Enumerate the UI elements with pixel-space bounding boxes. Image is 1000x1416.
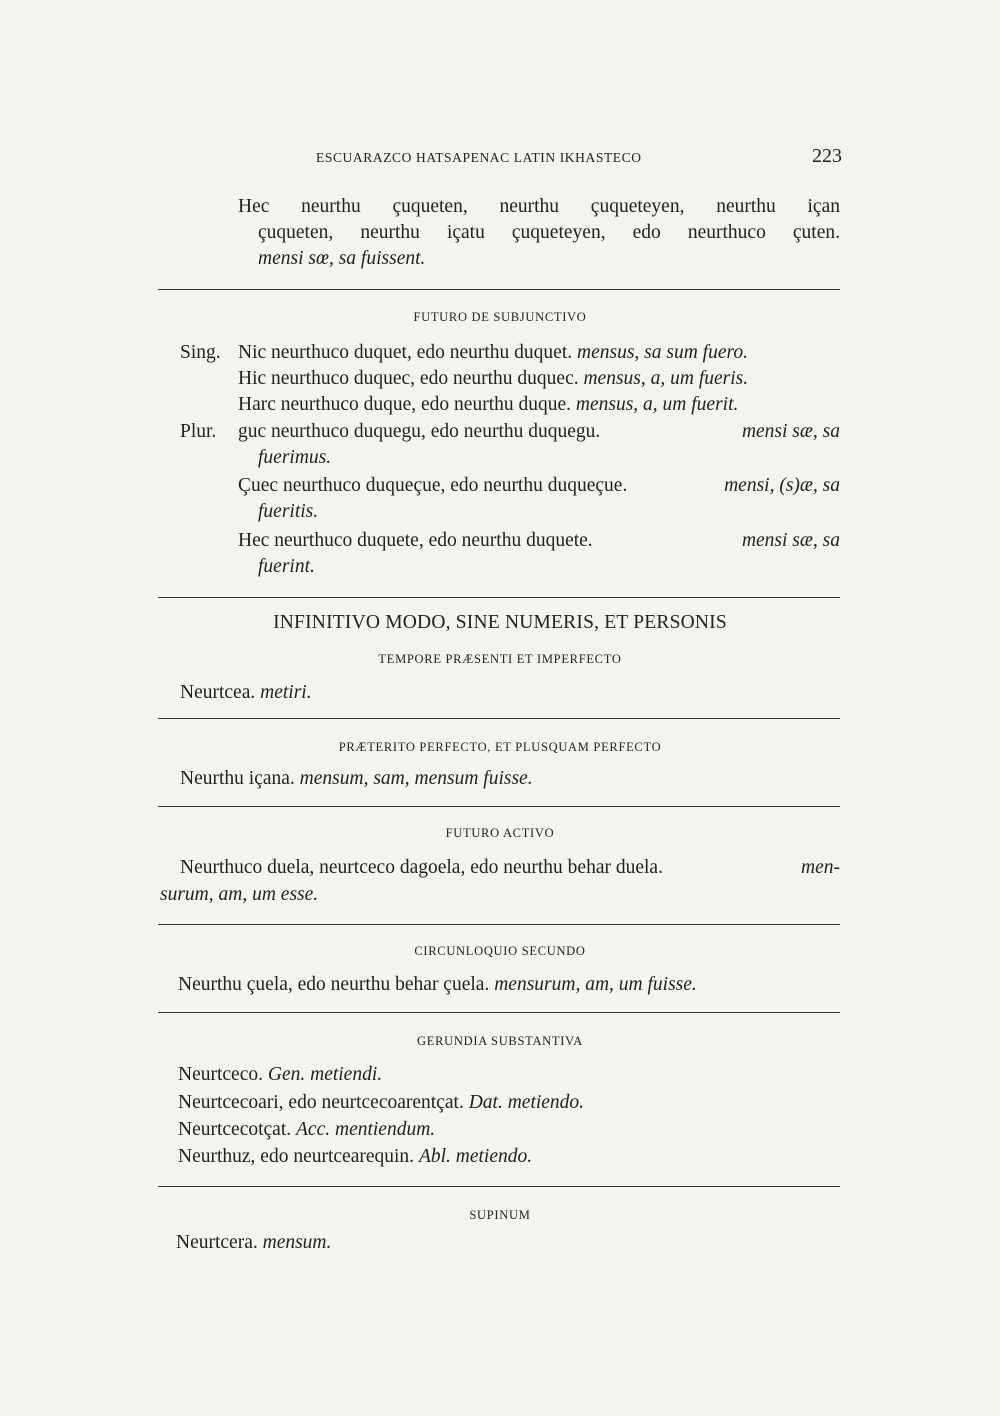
conjugation-line (238, 475, 840, 497)
basque-text: Neurtcera. (176, 1232, 258, 1253)
latin-text: fueritis. (258, 501, 319, 522)
conjugation-line (180, 857, 840, 879)
conjugation-line-cont (160, 884, 318, 906)
latin-text: mensus, a, um fuerit. (575, 394, 739, 415)
conjugation-line (178, 1064, 382, 1086)
text-line (258, 222, 840, 244)
latin-text: Acc. mentiendum. (296, 1119, 436, 1140)
basque-text: Neurtceco. (178, 1064, 263, 1085)
latin-text: fuerint. (258, 556, 315, 577)
basque-text: Harc neurthuco duque, edo neurthu duque. (238, 394, 572, 415)
conjugation-line (180, 682, 312, 704)
latin-text: metiri. (260, 682, 312, 703)
section-heading-main: INFINITIVO MODO, SINE NUMERIS, ET PERSONIS (273, 612, 727, 633)
latin-text: fuerimus. (258, 447, 332, 468)
section-rule (158, 1012, 840, 1013)
section-rule (158, 597, 840, 598)
section-rule (158, 924, 840, 925)
text-line-content: Hec neurthu çuqueten, neurthu çuqueteyen, neurthu içan (238, 196, 840, 217)
latin-text: mensum. (262, 1232, 332, 1253)
conjugation-line-cont (258, 556, 315, 578)
latin-text: mensi sœ, sa fuissent. (258, 248, 426, 269)
latin-text: mensus, sa sum fuero. (577, 342, 748, 363)
latin-text: mensi sæ, sa (741, 530, 840, 551)
conjugation-line (178, 1119, 435, 1141)
latin-text: surum, am, um esse. (160, 884, 319, 905)
basque-text: Neurthu içana. (180, 768, 295, 789)
basque-text: guc neurthuco duquegu, edo neurthu duquegu. (238, 421, 601, 442)
conjugation-line (178, 1092, 584, 1114)
basque-text: Çuec neurthuco duqueçue, edo neurthu duqueçue. (238, 475, 628, 496)
number-label-plur: Plur. (180, 421, 217, 442)
section-rule (158, 806, 840, 807)
text-line (258, 248, 425, 270)
conjugation-line (238, 342, 840, 364)
conjugation-line (238, 368, 748, 390)
latin-text: mensi sæ, sa (741, 421, 840, 442)
conjugation-line (176, 1232, 331, 1254)
latin-text: Gen. metiendi. (267, 1064, 383, 1085)
section-heading: SUPINUM (469, 1208, 531, 1222)
page-number: 223 (812, 145, 842, 167)
conjugation-line (238, 421, 840, 443)
basque-text: Hic neurthuco duquec, edo neurthu duquec. (238, 368, 579, 389)
section-heading: FUTURO ACTIVO (445, 826, 555, 840)
section-subheading: TEMPORE PRÆSENTI ET IMPERFECTO (378, 652, 622, 666)
number-label-sing: Sing. (180, 342, 221, 363)
section-heading: PRÆTERITO PERFECTO, ET PLUSQUAM PERFECTO (338, 740, 662, 754)
conjugation-line (178, 974, 697, 996)
conjugation-line (180, 768, 533, 790)
basque-text: Neurtcecotçat. (178, 1119, 292, 1140)
basque-text: Neurtcecoari, edo neurtcecoarentçat. (178, 1092, 464, 1113)
section-rule (158, 289, 840, 290)
latin-text: mensum, sam, mensum fuisse. (299, 768, 533, 789)
latin-text: Dat. metiendo. (468, 1092, 585, 1113)
latin-text: mensurum, am, um fuisse. (494, 974, 697, 995)
basque-text: Neurthu çuela, edo neurthu behar çuela. (178, 974, 490, 995)
conjugation-line-cont (258, 447, 331, 469)
basque-text: Neurthuco duela, neurtceco dagoela, edo neurthu behar duela. (180, 857, 663, 878)
latin-text: mensus, a, um fueris. (583, 368, 749, 389)
section-heading: GERUNDIA SUBSTANTIVA (417, 1034, 583, 1048)
section-rule (158, 1186, 840, 1187)
section-rule (158, 718, 840, 719)
section-heading: FUTURO DE SUBJUNCTIVO (413, 310, 587, 324)
conjugation-line (178, 1146, 532, 1168)
latin-text: men- (801, 857, 840, 878)
basque-text: Nic neurthuco duquet, edo neurthu duquet. (238, 342, 573, 363)
basque-text: Hec neurthuco duquete, edo neurthu duquete. (238, 530, 593, 551)
conjugation-line (238, 394, 738, 416)
conjugation-line (238, 530, 840, 552)
section-heading: CIRCUNLOQUIO SECUNDO (414, 944, 586, 958)
basque-text: Neurthuz, edo neurtcearequin. (178, 1146, 415, 1167)
conjugation-line-cont (258, 501, 318, 523)
latin-text: Abl. metiendo. (418, 1146, 533, 1167)
text-line (238, 196, 840, 218)
running-title: ESCUARAZCO HATSAPENAC LATIN IKHASTECO (316, 150, 642, 165)
latin-text: mensi, (s)æ, sa (724, 475, 840, 496)
text-line-content: çuqueten, neurthu içatu çuqueteyen, edo neurthuco çuten. (258, 222, 840, 243)
basque-text: Neurtcea. (180, 682, 256, 703)
